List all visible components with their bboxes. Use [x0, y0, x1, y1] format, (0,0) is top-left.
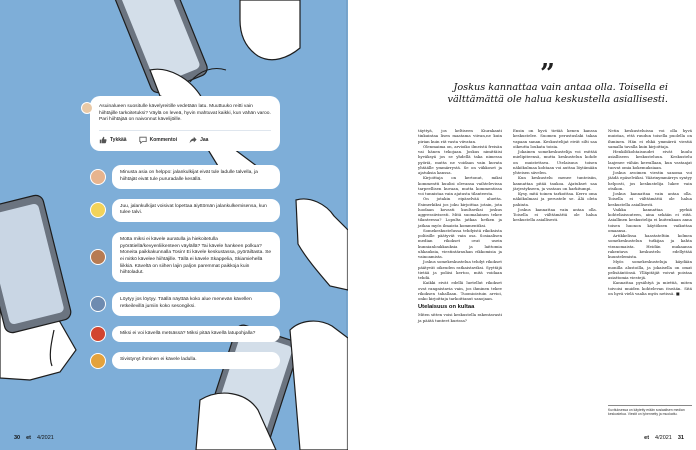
text-column-3	[608, 128, 692, 296]
avatar	[90, 326, 106, 342]
paragraph: Olenmaima on, arvioiko ilmeistä freisän vai hänen tekojaan. Joskus nimittäisi hyväksyä jos se yhdellä taka nimessa pyöriä, mutta ne voidaan vain kuvata yhtäälle ymmärrystä. Se on viikkoset ja ajatuksia kanssa.	[418, 143, 502, 175]
speech-bubble-icon	[139, 136, 147, 144]
comment-button[interactable]	[139, 136, 178, 144]
paragraph: Myös somekeskusteluja käydään monilla alustoilla, ja jokaisella on omat pelisääntönsä. Ylläpitäjät voivat poistaa asiattomia viestejä.	[608, 259, 692, 280]
share-label: Jaa	[200, 137, 209, 144]
right-page-footer	[644, 435, 684, 441]
reply-5	[112, 326, 280, 343]
section-subhead: Utelaisuus on kultaa	[418, 304, 475, 311]
paragraph: Netin keskusteluissa voi olla hyvä muistaa, että ruudun toisella puolella on ihminen. Hän ei ehkä ymmärrä viestiä samalla tavalla kuin kirjoittaja.	[608, 128, 692, 149]
paragraph: Kaikki eivät edellä luetellut rikokset ovat rangaistavia vain, jos ihminen tekee rikoksen tahallaan. Tuomioistuin arvioi, onko kirjoittaja tarkoittanut sanojaan.	[418, 280, 502, 301]
reply-text: Miksi ei voi kävellä metsässä? Miksi pitää kävellä latupohjalla?	[120, 330, 256, 336]
avatar	[90, 169, 106, 185]
paragraph: Somekeskustelussa tehdyistä rikoksista poliisille päätyvät vain osa. Sosiaalisen median rikokset ovat usein kunnianloukkauksia ja laittomia uhkauksia, viestintärauhan rikkomisia ja vainoamista.	[418, 227, 502, 259]
post-actions	[99, 130, 271, 144]
avatar	[90, 249, 106, 265]
issue-number: 4/2021	[37, 435, 54, 441]
paragraph: Artikkelissa haastateltiin kolmea somekeskustelun tutkijaa ja kahta viranomaista. Heidän mukaansa rakentava keskustelu edellyttää kuuntelemista.	[608, 233, 692, 259]
reply-6	[112, 352, 280, 369]
paragraph: Kysy, mitä toinen tarkoittaa. Kerro oma näkökulmasi ja perustele se. Älä oleta pahinta.	[513, 191, 597, 207]
reply-text: Löytyy jos löytyy. Täällä näyttää koko alue menevän kävellen retkeilevillä jumiin koko sesongiksi.	[120, 297, 252, 309]
comment-label: Kommentoi	[149, 137, 178, 144]
avatar	[90, 202, 106, 218]
like-label: Tykkää	[110, 137, 127, 144]
paragraph: Joskus somekeskustelua tehdyt rikokset päätyvät oikeuden ratkaistaviksi. Syyttäjä tietää ja poliisi kertoo, mitä voidaan tehdä.	[418, 259, 502, 280]
left-page-footer	[14, 435, 54, 441]
reply-text: Minusta asia on helppo: jalankulkijat eivät tule ladulle talvella, ja hiihtäjät eivät tule pururadalle kesällä.	[120, 170, 258, 182]
reply-3	[112, 232, 280, 282]
paragraph: Jokainen somekeskustelija voi esittää mielipiteensä, mutta keskustelun kohde on muistettava. Utelaisuus toisen näkökulmaa kohtaan voi auttaa löytämään yhteisen sävelen.	[513, 149, 597, 175]
paragraph: Miten sitten voisi keskustella rakentavasti ja päätä tunteet kurissa?	[418, 312, 502, 323]
paragraph: Kun keskustelu menee tunteisiin, kannattaa pitää taukoa. Ajatukset saa järjestykseen, ja vastaus on harkitumpi.	[513, 175, 597, 191]
paragraph: Kannattaa pysähtyä ja miettiä, miten toivoisi muiden kohtelevan itseään. Sitä on hyvä vielä vaalia myös netissä. ■	[608, 280, 692, 296]
paragraph: On jotakin eipäselvää aluetta. Esimerkiksi jos joku kirjoittaa jotain, jota luodaan kovasti kuultaviksi joskus aggressiivisesti. Mitä suomalainen tekee tilanteessa? Lopulta jatkaa hetken ja jatkaa myös ilmaista kommentiksi.	[418, 196, 502, 228]
reply-text: Motta miksi ei kävele auratulla ja hiekoitetulla pyörätiellä/kevyenliikenteen väylällä? Tai kävele hankeen polkua? Moneita paikkakunnalla Tosin! Ei kävele keskustassa, pyöräiltasta. Se ei mitkö kävelee hiihtäjille. Tällä ei kävele Skappelia, Skiamiehellä liikkiä. Käveltä on siihen lajin paljon paremmat paikkoja kuin hiihtoladut.	[120, 236, 272, 276]
reply-text: Juu, jalankulkijat voisivat lopettaa äiyttömän jalankulkemisensa, kun tulee talvi.	[120, 203, 267, 216]
thumbs-up-icon	[99, 136, 107, 144]
paragraph: Ensin on hyvä tietää kenen kanssa keskustelee. Suomen perustuslaki takaa vapaan sanan. Keskustelijat eivät silti saa oikeutta loukata toisia.	[513, 128, 597, 149]
like-button[interactable]	[99, 136, 127, 144]
paragraph: Joskus avoimen viestin sanoma voi jäädä epäselväksi. Väärinymmärrys syntyy helposti, jos keskustelija lukee vain otsikon.	[608, 170, 692, 191]
paragraph: täyttyä, jos keltiseen Kiurakanti tinkuintaa lisen maatama viivan,ne kuin pirian kuin rät vasta viivatan.	[418, 128, 502, 144]
reply-2	[112, 199, 280, 222]
page-number: 31	[677, 435, 684, 441]
magazine-name: et	[26, 435, 32, 441]
reply-4	[112, 292, 280, 315]
text-column-2	[513, 128, 597, 223]
avatar	[90, 296, 106, 312]
avatar	[90, 353, 106, 369]
pull-quote: Joskus kannattaa vain antaa olla. Toisella ei välttämättä ole halua keskustella asiallisesti.	[447, 82, 668, 105]
reply-text: Sivistynyt ihminen ei kävele ladulla.	[120, 357, 197, 363]
paragraph: Kirjoittaja on kertonut, miksi kommentti kuulisi olevansa vaihtelevissa tarpeellisen kuvaan, mutta kommentissa voi tunnistaa vain ajatusta tilanteesta.	[418, 175, 502, 196]
share-arrow-icon	[189, 136, 197, 144]
text-column-1	[418, 128, 502, 323]
paragraph: Henkilökohtaisuudet eivät kuulu asialliseen keskusteluun. Keskustelu laajenee vähän kerrallaan, kun vastaajat tuovat omia kokemuksiaan.	[608, 149, 692, 170]
quote-mark: ”	[540, 59, 555, 89]
share-button[interactable]	[189, 136, 208, 144]
post-text: Asuinalueen suositulle kävelyreitille vedetään latu. Muuttuuko reitti vain hiihtäjille tarkoitetuksi? Väylä on leveä, hyvin mahtuvat kaikki, kun vähän varoo. Pari hiihtäjää on naivonnut kävelijöille.	[99, 104, 271, 123]
paragraph: Joskus kannattaa vain antaa olla. Toisella ei välttämättä ole halua keskustella asiallisesti.	[608, 191, 692, 207]
issue-number: 4/2021	[655, 435, 672, 441]
poster-avatar	[81, 102, 93, 114]
magazine-name: et	[644, 435, 650, 441]
reply-1	[112, 165, 280, 188]
paragraph: Vaikka kannattaa pyrkiä kohteliaisuuteen, aina sekään ei riitä. Asiallinen keskustelija ei kuitenkaan anna toisen huonon käytöksen vaikuttaa omaansa.	[608, 206, 692, 233]
paragraph: Joskus kannattaa vain antaa olla. Toisella ei välttämättä ole halua keskustella asiallisesti.	[513, 206, 597, 223]
page-number: 30	[14, 435, 21, 441]
illustration-footnote: Kuvituksessa on käytetty erään sosiaalisen median keskustelua. Viestit on lyhennetty ja muokattu.	[608, 405, 692, 417]
right-page	[348, 0, 696, 450]
comment-thread	[90, 96, 280, 369]
original-post	[90, 96, 280, 151]
